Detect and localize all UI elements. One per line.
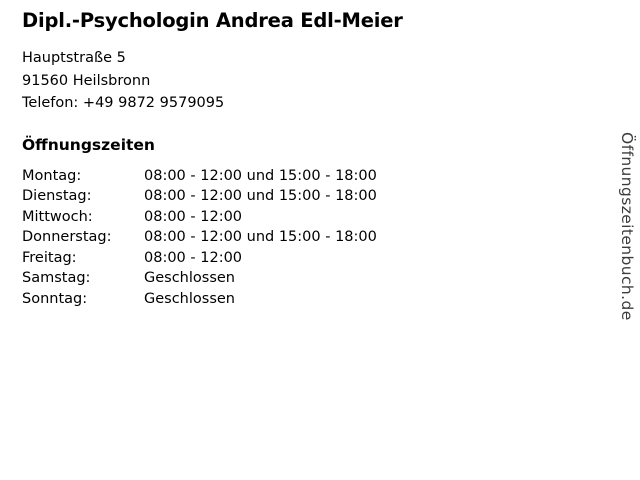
day-label: Samstag: (22, 270, 91, 287)
watermark-text: Öffnungszeitenbuch.de (618, 132, 636, 321)
day-hours: Geschlossen (144, 290, 235, 307)
table-row (22, 229, 474, 250)
table-row (22, 188, 474, 209)
table-row (22, 209, 474, 230)
business-info-block (22, 8, 582, 311)
phone-number: Telefon: +49 9872 9579095 (22, 94, 225, 111)
day-hours: 08:00 - 12:00 (144, 208, 243, 225)
address-street: Hauptstraße 5 (22, 50, 126, 67)
opening-hours-table (22, 168, 474, 312)
opening-hours-heading: Öffnungszeiten (22, 135, 155, 154)
day-hours: 08:00 - 12:00 (144, 249, 243, 266)
day-hours: 08:00 - 12:00 und 15:00 - 18:00 (144, 167, 377, 184)
day-label: Montag: (22, 167, 82, 184)
day-hours: Geschlossen (144, 270, 235, 287)
day-label: Mittwoch: (22, 208, 93, 225)
day-label: Freitag: (22, 249, 77, 266)
day-label: Sonntag: (22, 290, 88, 307)
address-block (22, 47, 582, 114)
table-row (22, 168, 474, 189)
day-hours: 08:00 - 12:00 und 15:00 - 18:00 (144, 229, 377, 246)
table-row (22, 291, 474, 312)
table-row (22, 270, 474, 291)
day-hours: 08:00 - 12:00 und 15:00 - 18:00 (144, 188, 377, 205)
day-label: Dienstag: (22, 188, 92, 205)
day-label: Donnerstag: (22, 229, 112, 246)
address-city: 91560 Heilsbronn (22, 72, 151, 89)
table-row (22, 250, 474, 271)
page-title: Dipl.-Psychologin Andrea Edl-Meier (22, 9, 403, 32)
